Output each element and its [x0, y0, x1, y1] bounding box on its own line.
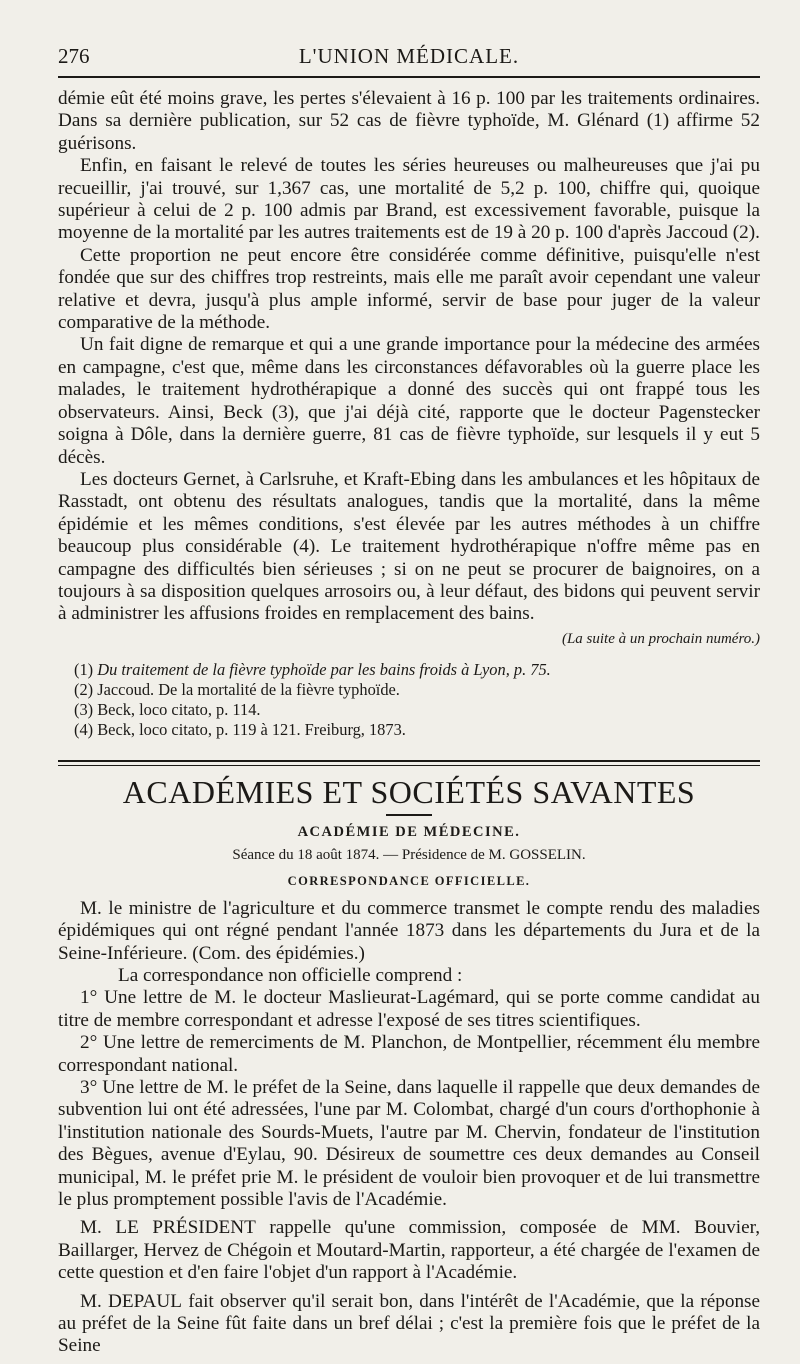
paragraph: Un fait digne de remarque et qui a une grande importance pour la médecine des armées en campagne, c'est que, même dans les circonstances défavorables où la guerre place les malades, le traitement hydrothérapique a donné des succès qui ont frappé tous les observateurs. Ainsi, Beck (3), que j'ai déjà cité, rapporte que le docteur Pagenstecker soigna à Dôle, dans la dernière guerre, 81 cas de fièvre typhoïde, sur lesquels il y eut 5 décès.: [58, 334, 760, 468]
section-double-rule: [58, 760, 760, 766]
paragraph: Enfin, en faisant le relevé de toutes les séries heureuses ou malheureuses que j'ai pu recueillir, j'ai trouvé, sur 1,367 cas, une mortalité de 5,2 p. 100, chiffre qui, quoique supérieur à celui de 2 p. 100 admis par Brand, est excessivement favorable, puisque la moyenne de la mortalité par les autres traitements est de 19 à 20 p. 100 d'après Jaccoud (2).: [58, 155, 760, 244]
page-body: [58, 88, 760, 1358]
running-header: [58, 44, 760, 76]
page-number: 276: [58, 44, 90, 68]
paragraph: 3° Une lettre de M. le préfet de la Seine, dans laquelle il rappelle que deux demandes de subvention lui ont été adressées, l'une par M. Colombat, chargé d'un cours d'orthophonie à l'institution nationale des Sourds-Muets, l'autre par M. Chervin, fondateur de l'institution des Bègues, avenue d'Eylau, 90. Désireux de soumettre ces deux demandes au Conseil municipal, M. le préfet prie M. le président de vouloir bien provoquer et de lui transmettre le plus promptement possible l'avis de l'Académie.: [58, 1077, 760, 1211]
speaker-name: M. DEPAUL: [80, 1290, 182, 1312]
paragraph: M. DEPAUL fait observer qu'il serait bon, dans l'intérêt de l'Académie, que la réponse au préfet de la Seine fût faite dans un bref délai ; c'est la première fois que le préfet de la Seine: [58, 1290, 761, 1357]
continuation-note: (La suite à un prochain numéro.): [561, 630, 760, 647]
paragraph: Cette proportion ne peut encore être considérée comme définitive, puisqu'elle n'est fondée que sur des chiffres trop restreints, mais elle me paraît avoir cependant une valeur relative et devra, jusqu'à plus ample informé, servir de base pour juger de la valeur comparative de la méthode.: [58, 244, 760, 334]
journal-title: L'UNION MÉDICALE.: [298, 44, 520, 68]
paragraph: démie eût été moins grave, les pertes s'élevaient à 16 p. 100 par les traitements ordinaires. Dans sa dernière publication, sur 52 cas de fièvre typhoïde, M. Glénard (1) affirme 52 guérisons.: [58, 88, 760, 154]
session-line: Séance du 18 août 1874. — Présidence de M. GOSSELIN.: [232, 846, 586, 863]
header-rule: [58, 76, 760, 78]
paragraph: 1° Une lettre de M. le docteur Maslieurat-Lagémard, qui se porte comme candidat au titre de membre correspondant et adresse l'exposé de ses titres scientifiques.: [58, 987, 760, 1031]
paragraph: M. LE PRÉSIDENT rappelle qu'une commission, composée de MM. Bouvier, Baillarger, Hervez de Chégoin et Moutard-Martin, rapporteur, a été chargée de l'examen de cette question et d'en faire l'objet d'un rapport à l'Académie.: [58, 1217, 761, 1284]
footnote: (4) Beck, loco citato, p. 119 à 121. Freiburg, 1873.: [74, 719, 406, 739]
paragraph: 2° Une lettre de remerciments de M. Planchon, de Montpellier, récemment élu membre correspondant national.: [58, 1032, 760, 1076]
footnotes: [58, 660, 760, 740]
footnote: (1) Du traitement de la fièvre typhoïde par les bains froids à Lyon, p. 75.: [74, 659, 551, 679]
academy-heading: ACADÉMIE DE MÉDECINE.: [297, 823, 521, 840]
footnote: (3) Beck, loco citato, p. 114.: [74, 699, 261, 719]
title-rule: [386, 814, 432, 816]
paragraph: Les docteurs Gernet, à Carlsruhe, et Kraft-Ebing dans les ambulances et les hôpitaux de Rasstadt, ont obtenu des résultats analogues, tandis que la mortalité, dans la même épidémie et les mêmes conditions, s'est élevée par les autres méthodes à un chiffre beaucoup plus considérable (4). Le traitement hydrothérapique n'offre même pas en campagne des difficultés bien sérieuses ; si on ne peut se procurer de baignoires, on a toujours à sa disposition quelques arrosoirs ou, à leur défaut, des bidons qui peuvent servir à administrer les affusions froides en remplacement des bains.: [58, 468, 760, 625]
section-title: ACADÉMIES ET SOCIÉTÉS SAVANTES: [122, 773, 696, 810]
footnote: (2) Jaccoud. De la mortalité de la fièvre typhoïde.: [74, 679, 400, 699]
correspondence-heading: CORRESPONDANCE OFFICIELLE.: [287, 873, 531, 888]
paragraph: La correspondance non officielle comprend :: [118, 964, 463, 986]
paragraph: M. le ministre de l'agriculture et du commerce transmet le compte rendu des maladies épidémiques qui ont régné pendant l'année 1873 dans les départements du Jura et de la Seine-Inférieure. (Com. des épidémies.): [58, 897, 760, 964]
speaker-name: M. LE PRÉSIDENT: [80, 1217, 256, 1239]
